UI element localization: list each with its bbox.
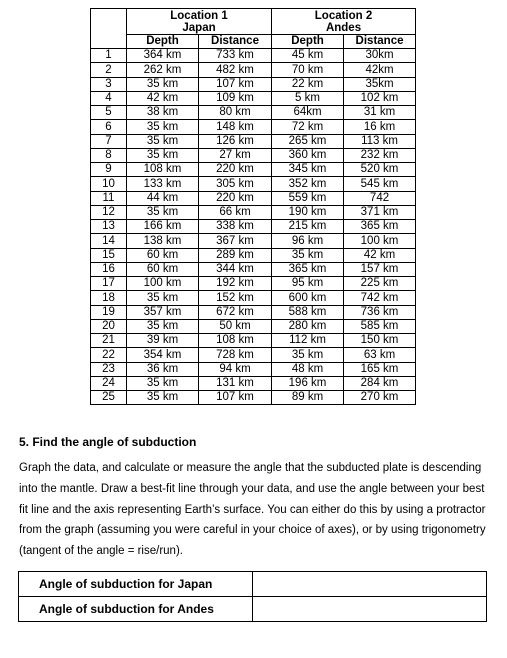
andes-depth-cell: 190 km [272,205,344,219]
japan-depth-cell: 60 km [127,248,199,262]
japan-depth-cell: 35 km [127,120,199,134]
japan-distance-cell: 126 km [199,134,272,148]
row-number-cell: 15 [91,248,127,262]
japan-distance-cell: 80 km [199,106,272,120]
location-2-title: Location 2 [314,9,373,22]
japan-depth-cell: 42 km [127,91,199,105]
andes-distance-cell: 742 [344,191,416,205]
location-1-header [127,9,272,35]
andes-depth-cell: 48 km [272,362,344,376]
andes-distance-cell: 165 km [344,362,416,376]
andes-depth-cell: 265 km [272,134,344,148]
andes-depth-cell: 72 km [272,120,344,134]
table-row [91,163,416,177]
answer-label-japan: Angle of subduction for Japan [19,572,253,597]
row-number-cell: 9 [91,163,127,177]
row-number-cell: 6 [91,120,127,134]
location-2-header [272,9,416,35]
japan-depth-cell: 44 km [127,191,199,205]
andes-distance-cell: 30km [344,49,416,63]
andes-depth-cell: 35 km [272,348,344,362]
japan-distance-cell: 27 km [199,148,272,162]
table-row [91,248,416,262]
japan-distance-cell: 109 km [199,91,272,105]
data-rows [91,49,416,405]
japan-depth-cell: 262 km [127,63,199,77]
row-number-cell: 21 [91,334,127,348]
table-row [91,120,416,134]
japan-distance-cell: 338 km [199,220,272,234]
table-row [91,106,416,120]
japan-depth-cell: 35 km [127,291,199,305]
andes-distance-cell: 157 km [344,262,416,276]
andes-depth-cell: 215 km [272,220,344,234]
row-number-cell: 25 [91,391,127,405]
answer-field-andes[interactable] [253,597,487,622]
table-row [91,319,416,333]
japan-depth-cell: 138 km [127,234,199,248]
table-row [91,305,416,319]
row-number-cell: 19 [91,305,127,319]
andes-depth-cell: 70 km [272,63,344,77]
andes-distance-cell: 742 km [344,291,416,305]
japan-depth-cell: 133 km [127,177,199,191]
row-number-header [91,35,127,49]
andes-distance-cell: 365 km [344,220,416,234]
row-number-cell: 1 [91,49,127,63]
location-1-title: Location 1 [170,9,228,22]
japan-depth-cell: 36 km [127,362,199,376]
japan-distance-cell: 107 km [199,391,272,405]
row-number-cell: 18 [91,291,127,305]
question-heading: 5. Find the angle of subduction [19,435,197,449]
row-number-cell: 24 [91,376,127,390]
japan-depth-cell: 357 km [127,305,199,319]
answer-field-japan[interactable] [253,572,487,597]
row-number-cell: 22 [91,348,127,362]
japan-distance-cell: 108 km [199,334,272,348]
andes-depth-cell: 559 km [272,191,344,205]
row-number-cell: 2 [91,63,127,77]
andes-distance-cell: 371 km [344,205,416,219]
table-row [91,177,416,191]
japan-distance-cell: 66 km [199,205,272,219]
japan-depth-cell: 35 km [127,77,199,91]
andes-depth-cell: 600 km [272,291,344,305]
table-row [91,220,416,234]
japan-depth-cell: 38 km [127,106,199,120]
japan-distance-cell: 728 km [199,348,272,362]
row-number-cell: 13 [91,220,127,234]
japan-depth-cell: 35 km [127,319,199,333]
row-number-cell: 17 [91,277,127,291]
table-row [91,63,416,77]
table-row [91,391,416,405]
andes-distance-cell: 42 km [344,248,416,262]
andes-depth-cell: 89 km [272,391,344,405]
japan-depth-header: Depth [127,35,199,49]
andes-distance-cell: 31 km [344,106,416,120]
andes-distance-cell: 102 km [344,91,416,105]
japan-distance-cell: 344 km [199,262,272,276]
japan-distance-cell: 672 km [199,305,272,319]
table-corner-cell [91,9,127,35]
table-row [91,262,416,276]
andes-distance-cell: 35km [344,77,416,91]
japan-distance-cell: 305 km [199,177,272,191]
andes-depth-cell: 96 km [272,234,344,248]
japan-distance-cell: 220 km [199,163,272,177]
andes-distance-cell: 284 km [344,376,416,390]
location-2-region: Andes [325,21,362,34]
japan-distance-cell: 152 km [199,291,272,305]
japan-depth-cell: 35 km [127,134,199,148]
row-number-cell: 10 [91,177,127,191]
andes-depth-cell: 360 km [272,148,344,162]
japan-depth-cell: 35 km [127,391,199,405]
andes-depth-cell: 35 km [272,248,344,262]
row-number-cell: 23 [91,362,127,376]
row-number-cell: 3 [91,77,127,91]
japan-distance-cell: 733 km [199,49,272,63]
answer-label-andes: Angle of subduction for Andes [19,597,253,622]
row-number-cell: 16 [91,262,127,276]
table-row [91,334,416,348]
andes-distance-cell: 270 km [344,391,416,405]
table-row [91,134,416,148]
row-number-cell: 20 [91,319,127,333]
japan-depth-cell: 108 km [127,163,199,177]
andes-depth-cell: 352 km [272,177,344,191]
japan-distance-cell: 107 km [199,77,272,91]
japan-depth-cell: 166 km [127,220,199,234]
table-row [91,362,416,376]
andes-distance-header: Distance [344,35,416,49]
andes-distance-cell: 150 km [344,334,416,348]
japan-distance-cell: 131 km [199,376,272,390]
andes-distance-cell: 545 km [344,177,416,191]
row-number-cell: 8 [91,148,127,162]
answer-table [18,571,487,622]
andes-distance-cell: 100 km [344,234,416,248]
earthquake-data-table [90,8,416,405]
andes-distance-cell: 232 km [344,148,416,162]
location-1-region: Japan [182,21,216,34]
row-number-cell: 14 [91,234,127,248]
japan-depth-cell: 354 km [127,348,199,362]
andes-depth-cell: 45 km [272,49,344,63]
andes-depth-cell: 196 km [272,376,344,390]
andes-distance-cell: 113 km [344,134,416,148]
andes-depth-cell: 95 km [272,277,344,291]
table-row [91,277,416,291]
andes-depth-cell: 5 km [272,91,344,105]
table-row [91,91,416,105]
answer-row-japan [19,572,487,597]
japan-depth-cell: 35 km [127,205,199,219]
row-number-cell: 12 [91,205,127,219]
japan-distance-cell: 94 km [199,362,272,376]
table-row [91,49,416,63]
table-row [91,291,416,305]
japan-distance-cell: 289 km [199,248,272,262]
andes-depth-cell: 280 km [272,319,344,333]
andes-depth-header: Depth [272,35,344,49]
andes-depth-cell: 345 km [272,163,344,177]
japan-depth-cell: 35 km [127,376,199,390]
japan-distance-cell: 367 km [199,234,272,248]
japan-distance-cell: 192 km [199,277,272,291]
andes-distance-cell: 585 km [344,319,416,333]
andes-depth-cell: 365 km [272,262,344,276]
japan-distance-header: Distance [199,35,272,49]
andes-distance-cell: 16 km [344,120,416,134]
question-body: Graph the data, and calculate or measure the angle that the subducted plate is descending into the mantle. Draw a best-fit line through your data, and use the angle between your best fit line and the axis representing Earth’s surface. You can either do this by using a protractor from the graph (assuming you were careful in your choice of axes), or by using trigonometry (tangent of the angle = rise/run). [19,462,486,558]
table-row [91,77,416,91]
row-number-cell: 4 [91,91,127,105]
andes-distance-cell: 520 km [344,163,416,177]
table-row [91,191,416,205]
japan-depth-cell: 100 km [127,277,199,291]
table-row [91,348,416,362]
row-number-cell: 7 [91,134,127,148]
table-row [91,205,416,219]
japan-distance-cell: 50 km [199,319,272,333]
andes-depth-cell: 112 km [272,334,344,348]
japan-distance-cell: 482 km [199,63,272,77]
japan-depth-cell: 364 km [127,49,199,63]
japan-distance-cell: 148 km [199,120,272,134]
table-row [91,376,416,390]
andes-depth-cell: 22 km [272,77,344,91]
table-row [91,234,416,248]
andes-distance-cell: 42km [344,63,416,77]
japan-depth-cell: 39 km [127,334,199,348]
andes-depth-cell: 64km [272,106,344,120]
andes-depth-cell: 588 km [272,305,344,319]
andes-distance-cell: 736 km [344,305,416,319]
japan-depth-cell: 35 km [127,148,199,162]
answer-row-andes [19,597,487,622]
andes-distance-cell: 63 km [344,348,416,362]
japan-depth-cell: 60 km [127,262,199,276]
row-number-cell: 11 [91,191,127,205]
japan-distance-cell: 220 km [199,191,272,205]
andes-distance-cell: 225 km [344,277,416,291]
table-row [91,148,416,162]
row-number-cell: 5 [91,106,127,120]
